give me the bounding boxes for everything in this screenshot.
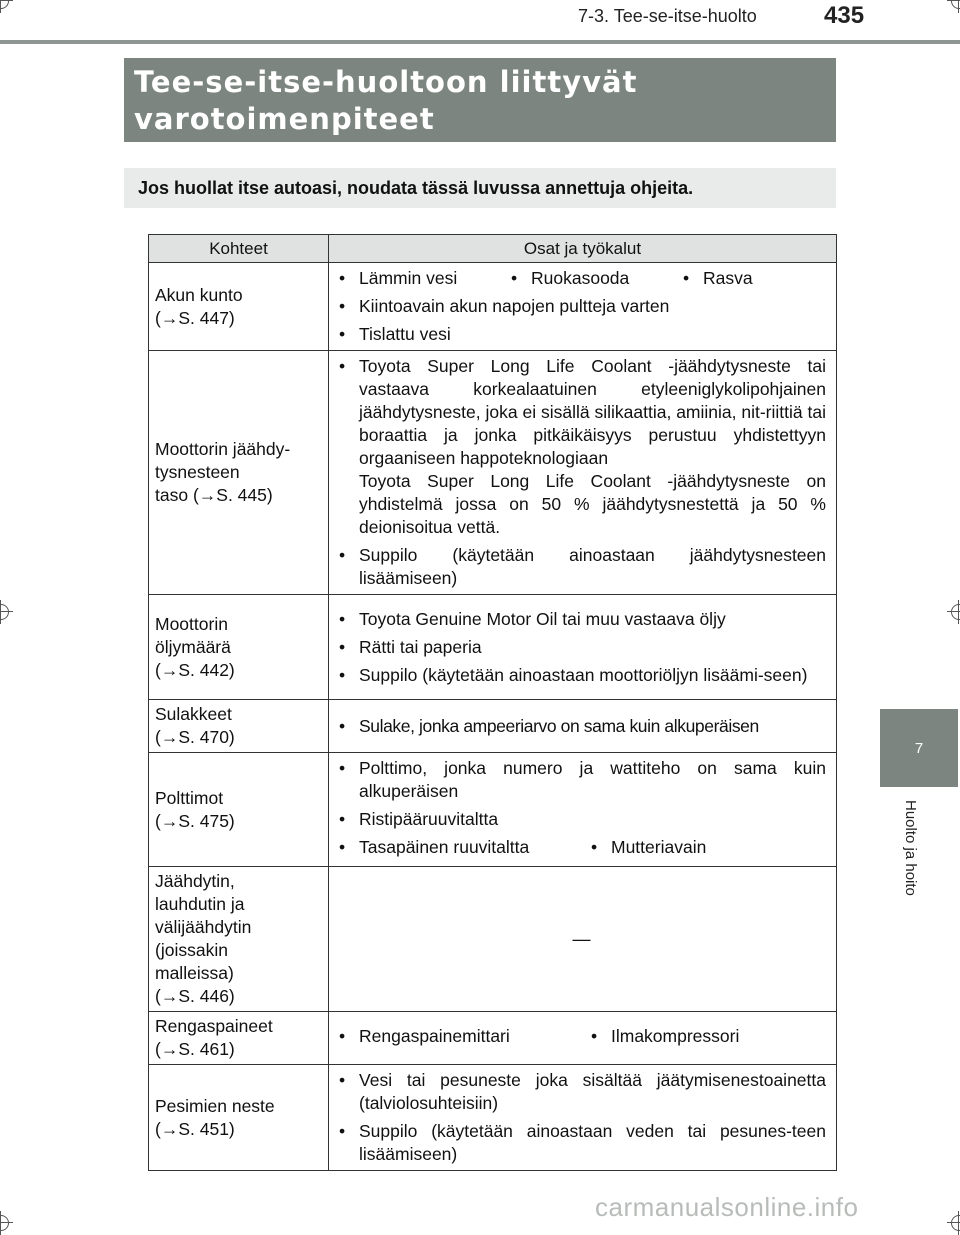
inline-bullets (337, 836, 826, 859)
empty-dash: — (572, 928, 591, 949)
list-item: • Rätti tai paperia (337, 636, 826, 659)
item-line: (→S. 470) (155, 727, 235, 747)
parts-cell (329, 263, 837, 351)
item-line: Jäähdytin, (155, 871, 235, 891)
item-line: (→S. 451) (155, 1118, 235, 1139)
list-item: • Mutteriavain (589, 836, 706, 859)
column-header-items: Kohteet (149, 235, 329, 263)
parts-cell (329, 1065, 837, 1171)
item-line: malleissa) (155, 963, 234, 983)
list-item: • Sulake, jonka ampeeriarvo on sama kuin alkuperäisen (337, 715, 826, 738)
item-line: (→S. 447) (155, 307, 235, 328)
inline-bullets (337, 267, 826, 290)
table-header-row (149, 235, 837, 263)
inline-bullets (337, 1025, 826, 1048)
table-row (149, 351, 837, 595)
item-line: (→S. 446) (155, 986, 235, 1006)
crop-mark (0, 600, 13, 624)
list-item: • Suppilo (käytetään ainoastaan moottoriöljyn lisäämi-seen) (337, 664, 826, 687)
item-cell (149, 351, 329, 595)
list-item: • Rasva (681, 267, 753, 290)
item-cell (149, 595, 329, 700)
list-item: • Ristipääruuvitaltta (337, 808, 826, 831)
list-item: • Lämmin vesi (337, 267, 509, 290)
chapter-number: 7 (914, 739, 924, 757)
page-title-line: varotoimenpiteet (134, 102, 435, 136)
parts-table (148, 234, 837, 1171)
parts-cell (329, 351, 837, 595)
item-line: Akun kunto (155, 284, 243, 305)
crop-mark (947, 1211, 960, 1235)
table-row (149, 1065, 837, 1171)
intro-text: Jos huollat itse autoasi, noudata tässä luvussa annettuja ohjeita. (138, 177, 694, 198)
item-cell (149, 753, 329, 867)
section-label: 7-3. Tee-se-itse-huolto (578, 6, 757, 26)
column-header-parts: Osat ja työkalut (329, 235, 837, 263)
item-line: Pesimien neste (155, 1095, 275, 1116)
item-cell (149, 700, 329, 753)
table-row (149, 263, 837, 351)
list-item: • Tasapäinen ruuvitaltta (337, 836, 589, 859)
list-item: • Kiintoavain akun napojen pultteja varten (337, 295, 826, 318)
table-row (149, 753, 837, 867)
list-item: • Vesi tai pesuneste joka sisältää jäätymisenestoainetta (talviolosuhteisiin) (337, 1069, 826, 1115)
table-row (149, 700, 837, 753)
parts-cell (329, 595, 837, 700)
item-line: (→S. 442) (155, 659, 235, 680)
item-line: (→S. 461) (155, 1039, 235, 1059)
item-line: välijäähdytin (155, 917, 252, 937)
item-line: Moottorin (155, 613, 228, 634)
item-line: (→S. 475) (155, 810, 235, 831)
item-line: Sulakkeet (155, 704, 232, 724)
item-cell (149, 1012, 329, 1065)
page-number: 435 (824, 2, 865, 29)
item-line: Rengaspaineet (155, 1016, 273, 1036)
item-line: Polttimot (155, 787, 224, 808)
list-item: • Suppilo (käytetään ainoastaan jäähdytysnesteen lisäämiseen) (337, 544, 826, 590)
table-row (149, 595, 837, 700)
item-cell (149, 1065, 329, 1171)
table-row (149, 1012, 837, 1065)
parts-cell (329, 700, 837, 753)
list-item (337, 355, 826, 539)
parts-cell (329, 867, 837, 1012)
header-rule (0, 40, 960, 44)
item-line: tysnesteen (155, 462, 240, 482)
item-cell (149, 263, 329, 351)
item-line: öljymäärä (155, 636, 231, 657)
crop-mark (0, 1211, 13, 1235)
item-line: (joissakin (155, 940, 228, 960)
item-cell (149, 867, 329, 1012)
watermark: carmanualsonline.info (595, 1192, 859, 1222)
crop-mark (947, 0, 960, 13)
parts-cell (329, 1012, 837, 1065)
list-item: • Toyota Genuine Motor Oil tai muu vastaava öljy (337, 608, 826, 631)
page-title-line: Tee-se-itse-huoltoon liittyvät (134, 65, 638, 99)
list-item: • Tislattu vesi (337, 323, 826, 346)
list-item: • Rengaspainemittari (337, 1025, 589, 1048)
intro-box (124, 168, 836, 208)
list-item: • Polttimo, jonka numero ja wattiteho on sama kuin alkuperäisen (337, 757, 826, 803)
chapter-label: Huolto ja hoito (902, 800, 919, 896)
item-line: taso (→S. 445) (155, 485, 273, 505)
list-item: • Suppilo (käytetään ainoastaan veden tai pesunes-teen lisäämiseen) (337, 1120, 826, 1166)
crop-mark (0, 0, 13, 13)
page-title (124, 58, 836, 142)
list-item: • Ruokasooda (509, 267, 681, 290)
parts-cell (329, 753, 837, 867)
list-item: • Ilmakompressori (589, 1025, 739, 1048)
chapter-tab (880, 709, 958, 787)
item-line: lauhdutin ja (155, 894, 245, 914)
coolant-note: Toyota Super Long Life Coolant -jäähdytysneste on yhdistelmä jossa on 50 % jäähdytysnestettä ja 50 % deionisoitua vettä. (359, 471, 826, 537)
crop-mark (947, 600, 960, 624)
table-row (149, 867, 837, 1012)
item-line: Moottorin jäähdy- (155, 439, 291, 459)
coolant-spec: Toyota Super Long Life Coolant -jäähdytysneste tai vastaava korkealaatuinen etyleeniglykolipohjainen jäähdytysneste, joka ei sisällä silikaattia, amiinia, nit-riittiä tai boraattia ja jonka pitkäikäisyys perustuu yhdistettyyn orgaaniseen happoteknologiaan (359, 356, 826, 468)
